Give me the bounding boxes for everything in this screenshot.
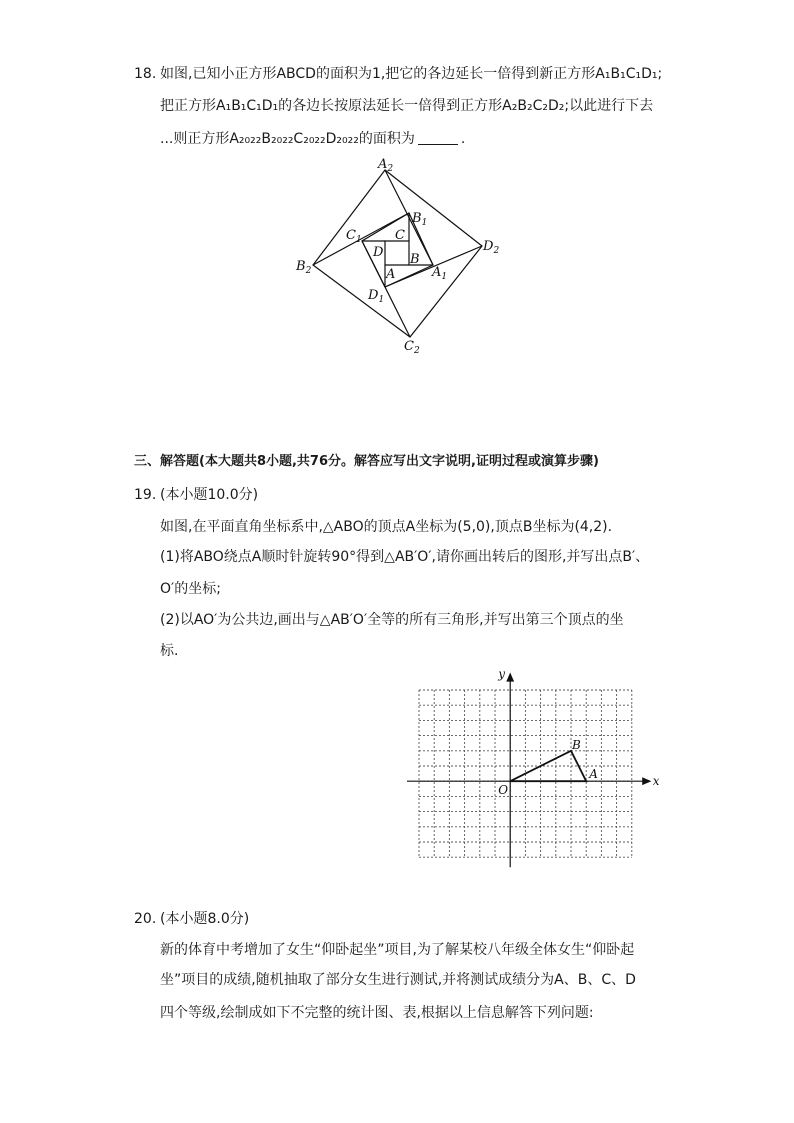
q19-score: (本小题10.0分) (160, 487, 259, 503)
origin-label: O (498, 783, 509, 798)
point-a-label: A (589, 767, 598, 782)
x-axis-label: x (652, 774, 660, 789)
answer-blank[interactable] (418, 130, 458, 145)
label-a2: $A_2$ (378, 157, 394, 174)
q18-line3 (160, 129, 465, 149)
label-d2: $D_2$ (483, 239, 500, 256)
q19-part1-line1: (1)将ABO绕点A顺时针旋转90°得到△AB′O′,请你画出转后的图形,并写出点B′、 (160, 549, 650, 565)
label-d1: $D_1$ (368, 288, 385, 305)
q19-part2-line2: 标. (160, 643, 179, 659)
label-b1: $B_1$ (412, 211, 428, 228)
q20-line2: 坐”项目的成绩,随机抽取了部分女生进行测试,并将测试成绩分为A、B、C、D (160, 972, 636, 988)
label-a: A (386, 267, 396, 282)
q20-score: (本小题8.0分) (160, 911, 250, 927)
q18-number: 18. (134, 66, 157, 82)
section-3-heading: 三、解答题(本大题共8小题,共76分。解答应写出文字说明,证明过程或演算步骤) (134, 454, 599, 469)
q20-number: 20. (134, 911, 157, 927)
label-c2: $C_2$ (404, 339, 420, 356)
coordinate-grid[interactable] (400, 660, 665, 875)
q19-number: 19. (134, 487, 157, 503)
q19-intro: 如图,在平面直角坐标系中,△ABO的顶点A坐标为(5,0),顶点B坐标为(4,2). (160, 519, 613, 535)
label-c1: $C_1$ (346, 228, 362, 245)
q20-line1: 新的体育中考增加了女生“仰卧起坐”项目,为了解某校八年级全体女生“仰卧起 (160, 942, 635, 958)
label-d: D (373, 245, 384, 260)
label-b: B (410, 252, 420, 267)
label-c: C (395, 228, 405, 243)
q18-period: . (460, 131, 466, 147)
x-axis-arrow (643, 778, 650, 784)
q20-line3: 四个等级,绘制成如下不完整的统计图、表,根据以上信息解答下列问题: (160, 1005, 594, 1021)
q18-line3-text: ...则正方形A₂₀₂₂B₂₀₂₂C₂₀₂₂D₂₀₂₂的面积为 (160, 131, 415, 147)
y-axis-label: y (498, 667, 505, 681)
q19-part2-line1: (2)以AO′为公共边,画出与△AB′O′全等的所有三角形,并写出第三个顶点的坐 (160, 612, 624, 628)
label-a1: $A_1$ (432, 265, 448, 282)
y-axis-arrow (507, 674, 513, 681)
label-b2: $B_2$ (296, 259, 312, 276)
q19-part1-line2: O′的坐标; (160, 581, 221, 597)
nested-squares-figure (290, 150, 510, 360)
q18-line2: 把正方形A₁B₁C₁D₁的各边长按原法延长一倍得到正方形A₂B₂C₂D₂;以此进行下去 (160, 98, 654, 114)
square-abcd (385, 241, 409, 265)
q18-line1: 如图,已知小正方形ABCD的面积为1,把它的各边延长一倍得到新正方形A₁B₁C₁D₁; (160, 66, 663, 82)
point-b-label: B (572, 737, 581, 752)
